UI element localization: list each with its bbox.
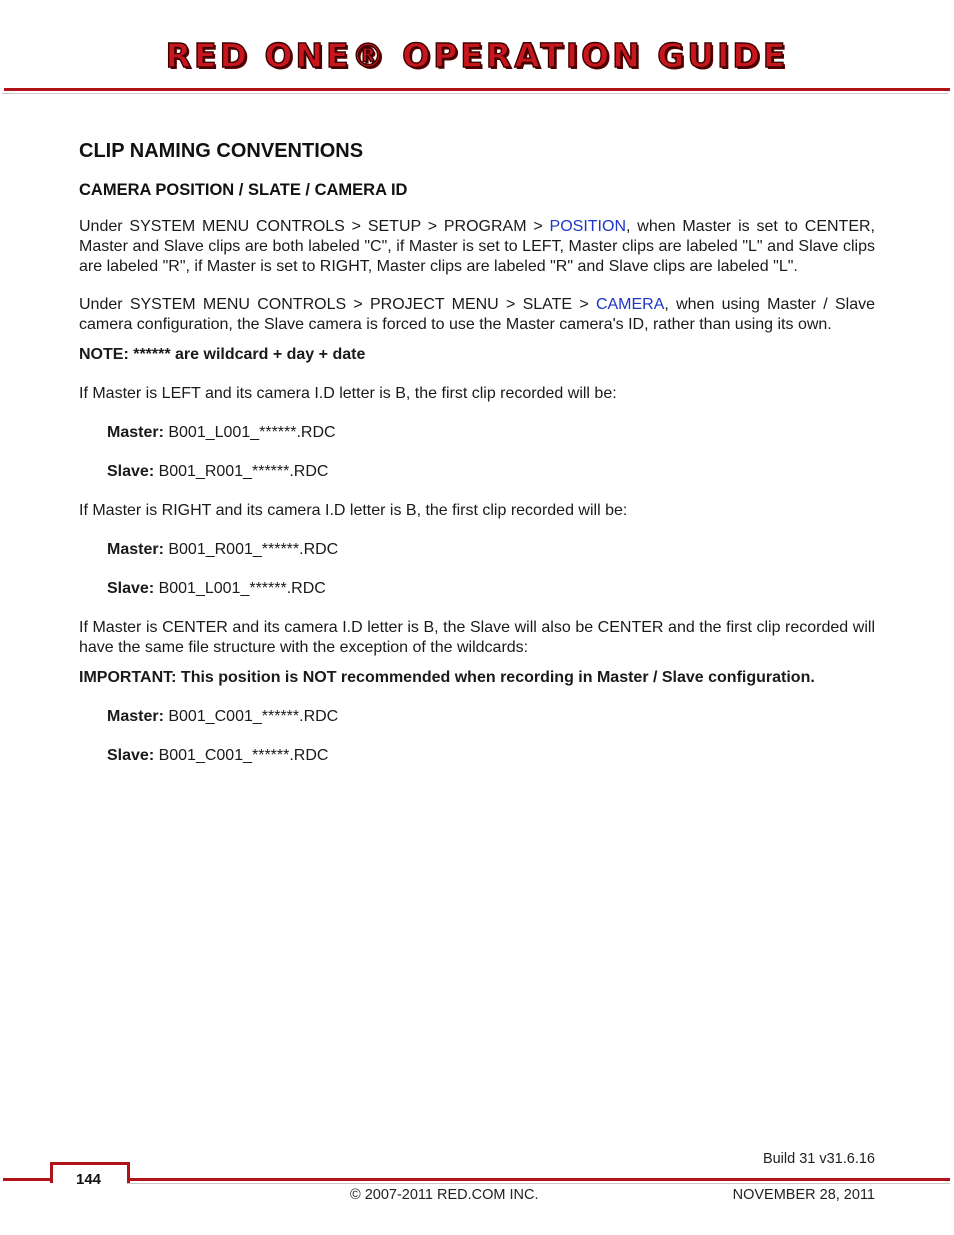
- camera-paragraph-text-end: , when using Master / Slave camera configuration, the Slave camera is forced to use the Master camera's ID, rather than using its own.: [79, 296, 875, 333]
- right-case-master: [107, 540, 875, 560]
- master-filename: B001_R001_******.RDC: [163, 541, 339, 558]
- footer-divider-shadow: [127, 1183, 950, 1184]
- slave-filename: B001_C001_******.RDC: [154, 747, 329, 764]
- right-case-slave: [107, 579, 875, 599]
- footer-divider-right: [127, 1178, 950, 1181]
- master-label: Master:: [107, 708, 164, 725]
- slave-label: Slave:: [107, 747, 155, 764]
- guide-title: RED ONE® OPERATION GUIDE: [165, 36, 789, 75]
- left-case-master: [107, 423, 875, 443]
- right-case-intro: If Master is RIGHT and its camera I.D letter is B, the first clip recorded will be:: [79, 502, 628, 519]
- master-filename: B001_C001_******.RDC: [163, 708, 339, 725]
- camera-paragraph-text-start: Under SYSTEM MENU CONTROLS > PROJECT MENU > SLATE >: [79, 296, 596, 313]
- center-case-intro: If Master is CENTER and its camera I.D letter is B, the Slave will also be CENTER and the first clip recorded will have the same file structure with the exception of the wildcards:: [79, 619, 875, 656]
- position-paragraph-text-end: , when Master is set to CENTER, Master and Slave clips are both labeled "C", if Master is set to LEFT, Master clips are labeled "L" and Slave clips are labeled "R", if Master is set to RIGHT, Master clips are labeled "R" and Slave clips are labeled "L".: [79, 218, 876, 275]
- camera-paragraph: [79, 295, 875, 335]
- master-label: Master:: [107, 541, 164, 558]
- header-divider: [4, 88, 950, 91]
- build-version: Build 31 v31.6.16: [762, 1151, 875, 1167]
- camera-link[interactable]: CAMERA: [595, 296, 665, 313]
- copyright: © 2007-2011 RED.COM INC.: [350, 1187, 539, 1203]
- footer-divider-left: [3, 1178, 51, 1181]
- center-case-master: [107, 707, 875, 727]
- master-filename: B001_L001_******.RDC: [163, 424, 336, 441]
- left-case-intro: If Master is LEFT and its camera I.D letter is B, the first clip recorded will be:: [79, 385, 617, 402]
- slave-filename: B001_L001_******.RDC: [154, 580, 326, 597]
- page-number: 144: [75, 1171, 102, 1188]
- wildcard-note: NOTE: ****** are wildcard + day + date: [79, 346, 366, 363]
- section-title: CLIP NAMING CONVENTIONS: [79, 140, 364, 162]
- position-link[interactable]: POSITION: [549, 218, 626, 235]
- slave-label: Slave:: [107, 580, 155, 597]
- slave-label: Slave:: [107, 463, 155, 480]
- header-divider-shadow: [2, 93, 948, 94]
- slave-filename: B001_R001_******.RDC: [154, 463, 329, 480]
- center-case-slave: [107, 746, 875, 766]
- page-content: [79, 138, 875, 785]
- section-subtitle: CAMERA POSITION / SLATE / CAMERA ID: [79, 181, 408, 199]
- left-case-slave: [107, 462, 875, 482]
- publication-date: NOVEMBER 28, 2011: [732, 1187, 875, 1203]
- position-paragraph-text-start: Under SYSTEM MENU CONTROLS > SETUP > PROGRAM >: [79, 218, 550, 235]
- position-paragraph: [79, 217, 875, 277]
- master-label: Master:: [107, 424, 164, 441]
- center-important-note: IMPORTANT: This position is NOT recommended when recording in Master / Slave configuration.: [79, 669, 815, 686]
